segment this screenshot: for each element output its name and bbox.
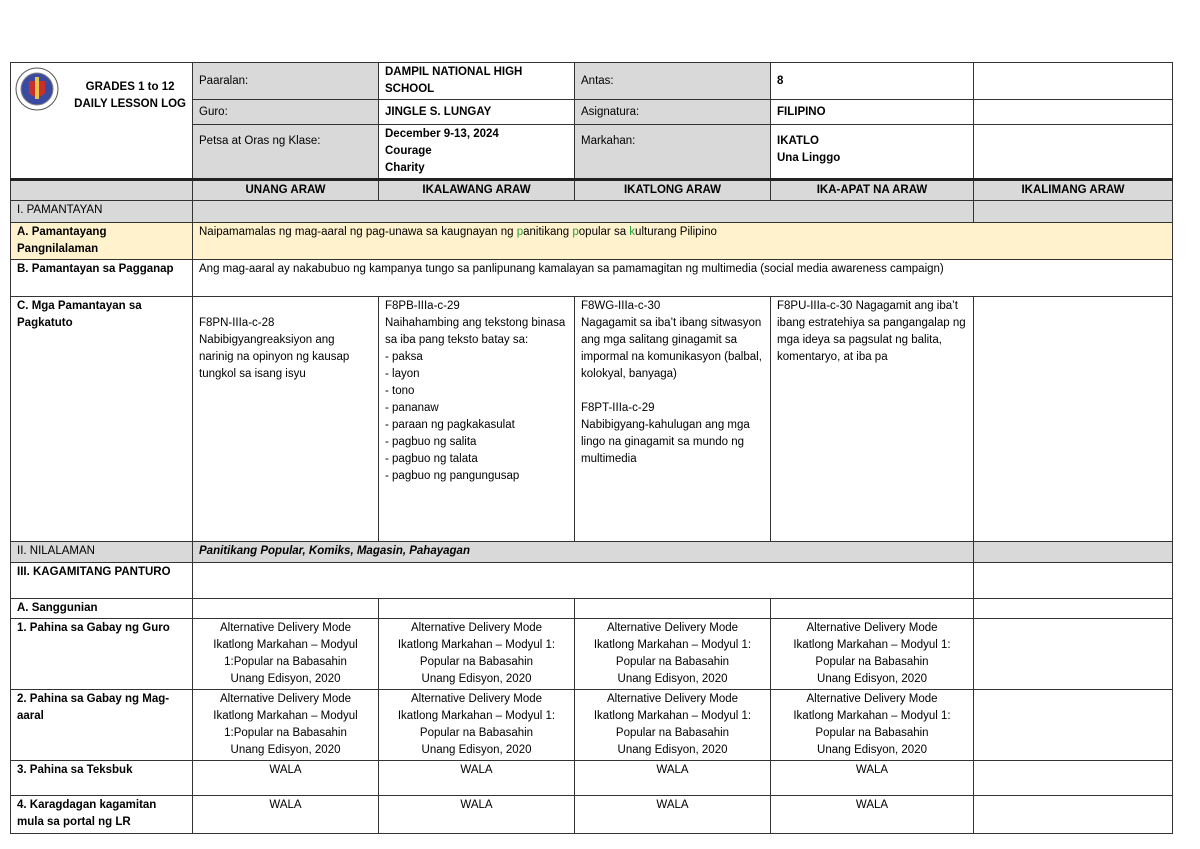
pamantayang-pangnilalaman-label: A. Pamantayang Pangnilalaman <box>11 223 193 260</box>
table-row <box>11 690 1173 761</box>
blank-cell <box>771 599 974 619</box>
reference-cell: Alternative Delivery Mode Ikatlong Markahan – Modyul 1: Popular na Babasahin Unang Edisyon, 2020 <box>575 690 771 761</box>
header-logo-title-cell <box>11 63 193 180</box>
reference-cell: Alternative Delivery Mode Ikatlong Markahan – Modyul 1: Popular na Babasahin Unang Edisyon, 2020 <box>379 690 575 761</box>
text-segment: Naipamamalas ng mag-aaral ng pag-unawa sa kaugnayan ng <box>199 226 517 238</box>
reference-cell: WALA <box>379 761 575 796</box>
reference-cell: Alternative Delivery Mode Ikatlong Markahan – Modyul 1: Popular na Babasahin Unang Edisyon, 2020 <box>771 619 974 690</box>
table-row <box>11 619 1173 690</box>
blank-cell <box>974 542 1173 563</box>
row-label: 2. Pahina sa Gabay ng Mag-aaral <box>11 690 193 761</box>
text-segment: p <box>516 226 524 238</box>
pamantayan-sa-pagkatuto-label: C. Mga Pamantayan sa Pagkatuto <box>11 297 193 542</box>
reference-cell: WALA <box>575 796 771 834</box>
reference-cell: WALA <box>771 796 974 834</box>
title-line-1: GRADES 1 to 12 <box>85 81 175 93</box>
day-header-5: IKALIMANG ARAW <box>974 180 1173 201</box>
day-header-2: IKALAWANG ARAW <box>379 180 575 201</box>
reference-cell: WALA <box>193 761 379 796</box>
reference-cell: Alternative Delivery Mode Ikatlong Markahan – Modyul 1:Popular na Babasahin Unang Edisyon, 2020 <box>193 690 379 761</box>
paaralan-value: DAMPIL NATIONAL HIGH SCHOOL <box>379 63 575 100</box>
blank-cell <box>974 761 1173 796</box>
pamantayang-pangnilalaman-text <box>193 223 1173 260</box>
blank-cell <box>974 63 1173 100</box>
kagamitang-panturo-heading: III. KAGAMITANG PANTURO <box>11 563 193 599</box>
blank-cell <box>974 297 1173 542</box>
blank-cell <box>379 599 575 619</box>
reference-cell: WALA <box>379 796 575 834</box>
blank-cell <box>974 563 1173 599</box>
table-row <box>11 796 1173 834</box>
pagkatuto-day-3: F8WG-IIIa-c-30 Nagagamit sa iba’t ibang sitwasyon ang mga salitang ginagamit sa impormal na komunikasyon (balbal, kolokyal, banyaga) F8PT-IIIa-c-29 Nabibigyang-kahulugan ang mga lingo na ginagamit sa mundo ng multimedia <box>575 297 771 542</box>
title-line-2: DAILY LESSON LOG <box>74 98 186 110</box>
nilalaman-heading: II. NILALAMAN <box>11 542 193 563</box>
row-label: 1. Pahina sa Gabay ng Guro <box>11 619 193 690</box>
sanggunian-heading: A. Sanggunian <box>11 599 193 619</box>
row-label: 3. Pahina sa Teksbuk <box>11 761 193 796</box>
text-segment: opular sa <box>578 226 630 238</box>
text-segment: p <box>572 226 579 238</box>
pagkatuto-day-2: F8PB-IIIa-c-29 Naihahambing ang tekstong binasa sa iba pang teksto batay sa: - paksa - layon - tono - pananaw - paraan ng pagkakasulat - pagbuo ng salita - pagbuo ng talata - pagbuo ng pangungusap <box>379 297 575 542</box>
reference-cell: Alternative Delivery Mode Ikatlong Markahan – Modyul 1:Popular na Babasahin Unang Edisyon, 2020 <box>193 619 379 690</box>
text-segment: k <box>629 226 636 238</box>
reference-cell: WALA <box>193 796 379 834</box>
petsa-label: Petsa at Oras ng Klase: <box>193 125 379 180</box>
reference-cell: Alternative Delivery Mode Ikatlong Markahan – Modyul 1: Popular na Babasahin Unang Edisyon, 2020 <box>379 619 575 690</box>
blank-cell <box>193 563 974 599</box>
pamantayan-sa-pagganap-label: B. Pamantayan sa Pagganap <box>11 260 193 297</box>
asignatura-value: FILIPINO <box>771 100 974 125</box>
deped-seal-logo <box>15 67 59 111</box>
guro-value: JINGLE S. LUNGAY <box>379 100 575 125</box>
markahan-value: IKATLO Una Linggo <box>771 125 974 180</box>
text-segment: ulturang Pilipino <box>635 226 717 238</box>
blank-cell <box>974 201 1173 223</box>
asignatura-label: Asignatura: <box>575 100 771 125</box>
reference-cell: WALA <box>771 761 974 796</box>
table-row <box>11 761 1173 796</box>
blank-cell <box>974 125 1173 180</box>
text-segment: anitikang <box>523 226 573 238</box>
blank-cell <box>974 100 1173 125</box>
petsa-value: December 9-13, 2024 Courage Charity <box>379 125 575 180</box>
pamantayan-heading: I. PAMANTAYAN <box>11 201 193 223</box>
blank-cell <box>193 201 974 223</box>
antas-value: 8 <box>771 63 974 100</box>
day-header-1: UNANG ARAW <box>193 180 379 201</box>
day-header-3: IKATLONG ARAW <box>575 180 771 201</box>
pagkatuto-day-4: F8PU-IIIa-c-30 Nagagamit ang iba’t ibang estratehiya sa pangangalap ng mga ideya sa pagsulat ng balita, komentaryo, at iba pa <box>771 297 974 542</box>
nilalaman-text: Panitikang Popular, Komiks, Magasin, Pahayagan <box>193 542 974 563</box>
markahan-label: Markahan: <box>575 125 771 180</box>
guro-label: Guro: <box>193 100 379 125</box>
daily-lesson-log-table <box>10 62 1173 834</box>
blank-cell <box>974 690 1173 761</box>
blank-cell <box>193 599 379 619</box>
paaralan-label: Paaralan: <box>193 63 379 100</box>
blank-cell <box>575 599 771 619</box>
pagkatuto-day-1: F8PN-IIIa-c-28 Nabibigyangreaksiyon ang narinig na opinyon ng kausap tungkol sa isang isyu <box>193 297 379 542</box>
document-title <box>74 79 186 113</box>
blank-cell <box>974 599 1173 619</box>
antas-label: Antas: <box>575 63 771 100</box>
reference-cell: WALA <box>575 761 771 796</box>
blank-cell <box>11 180 193 201</box>
blank-cell <box>974 796 1173 834</box>
row-label: 4. Karagdagan kagamitan mula sa portal ng LR <box>11 796 193 834</box>
blank-cell <box>974 619 1173 690</box>
day-header-4: IKA-APAT NA ARAW <box>771 180 974 201</box>
reference-cell: Alternative Delivery Mode Ikatlong Markahan – Modyul 1: Popular na Babasahin Unang Edisyon, 2020 <box>771 690 974 761</box>
pamantayan-sa-pagganap-text: Ang mag-aaral ay nakabubuo ng kampanya tungo sa panlipunang kamalayan sa pamamagitan ng multimedia (social media awareness campaign) <box>193 260 1173 297</box>
reference-cell: Alternative Delivery Mode Ikatlong Markahan – Modyul 1: Popular na Babasahin Unang Edisyon, 2020 <box>575 619 771 690</box>
